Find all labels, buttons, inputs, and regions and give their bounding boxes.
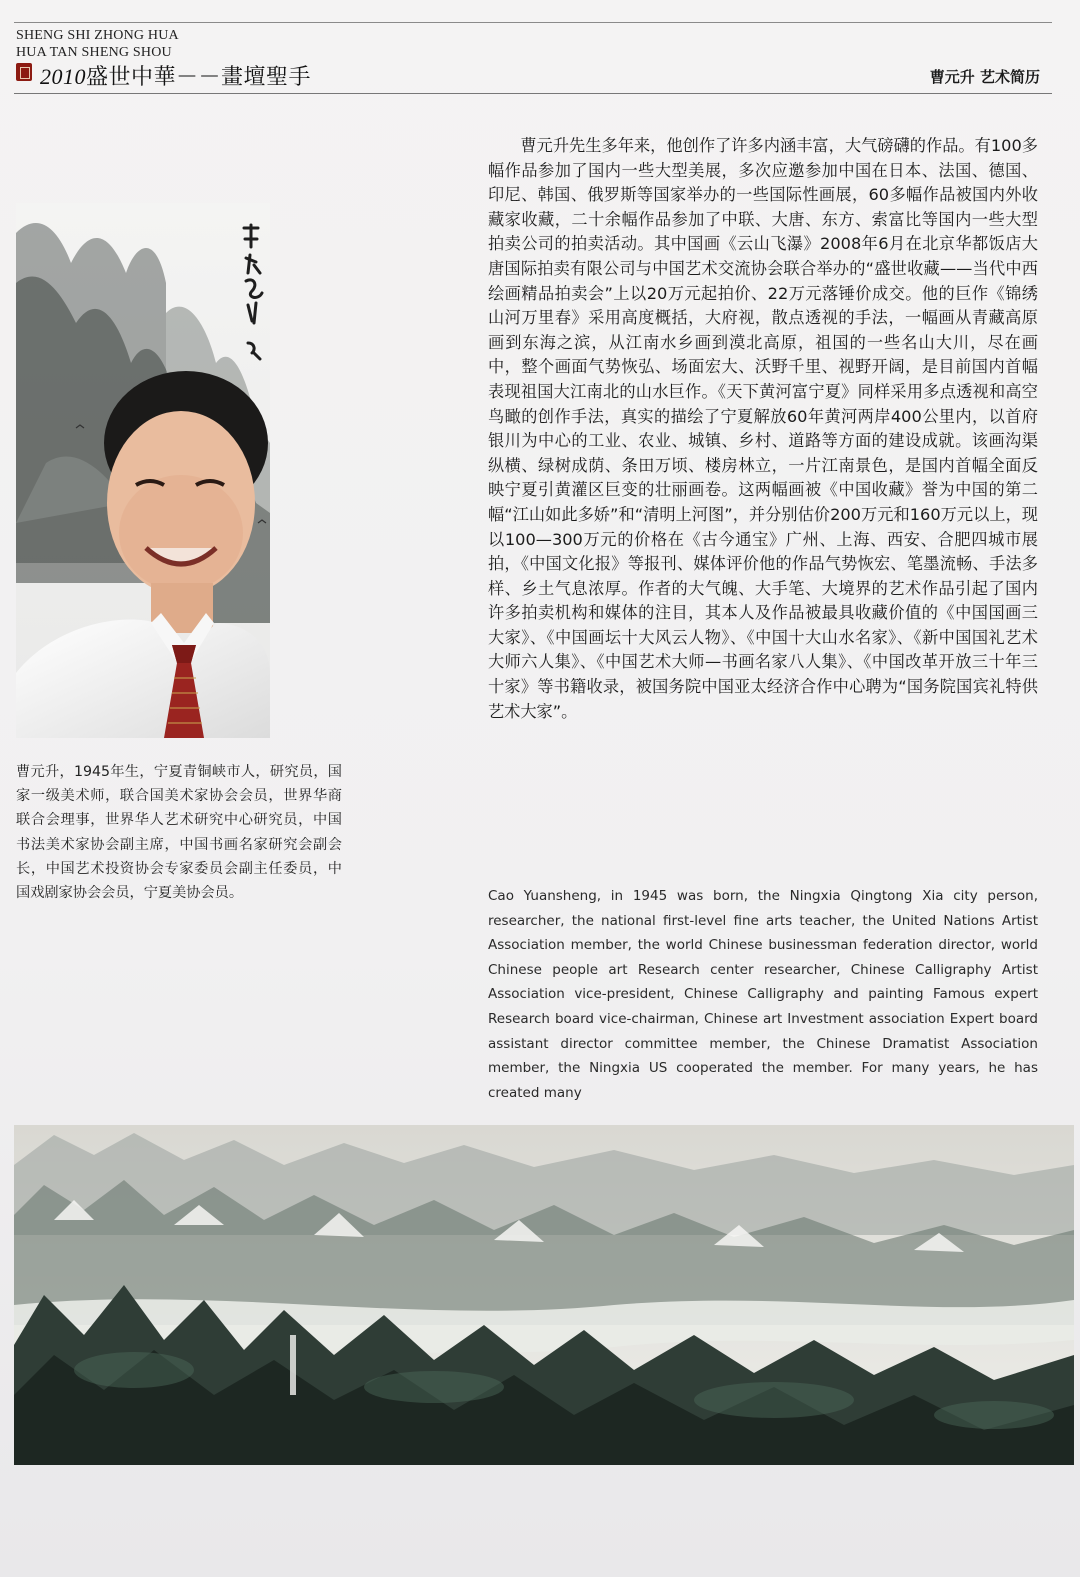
- section-label: 曹元升 艺术简历: [929, 68, 1040, 86]
- landscape-painting-image: [14, 1125, 1074, 1465]
- main-article-chinese: [488, 134, 1038, 724]
- header-title-text: 盛世中華－－畫壇聖手: [86, 64, 312, 89]
- portrait-photo: [16, 203, 270, 738]
- header-rule: [14, 93, 1052, 94]
- main-article-english: Cao Yuansheng, in 1945 was born, the Ningxia Qingtong Xia city person, researcher, the national first-level fine arts teacher, the United Nations Artist Association member, the world Chinese businessman federation director, world Chinese people art Research center researcher, Chinese Calligraphy Artist Association vice-president, Chinese Calligraphy and painting Famous expert Research board vice-chairman, Chinese art Investment association Expert board assistant director committee member, the Chinese Dramatist Association member, the Ningxia US cooperated the member. For many years, he has created many: [488, 888, 1038, 1101]
- header-title: [40, 60, 311, 91]
- portrait-photo-image: [16, 203, 270, 738]
- header-latin-line2: HUA TAN SHENG SHOU: [16, 45, 172, 60]
- article-paragraph: 曹元升先生多年来，他创作了许多内涵丰富，大气磅礴的作品。有100多幅作品参加了国内一些大型美展，多次应邀参加中国在日本、法国、德国、印尼、韩国、俄罗斯等国家举办的一些国际性画展，60多幅作品被国内外收藏家收藏，二十余幅作品参加了中联、大唐、东方、索富比等国内一些大型拍卖公司的拍卖活动。其中国画《云山飞瀑》2008年6月在北京华都饭店大唐国际拍卖有限公司与中国艺术交流协会联合举办的“盛世收藏——当代中西绘画精品拍卖会”上以20万元起拍价、22万元落锤价成交。他的巨作《锦绣山河万里春》采用高度概括，大府视，散点透视的手法，一幅画从青藏高原画到东海之滨，从江南水乡画到漠北高原，祖国的一些名山大川，尽在画中，整个画面气势恢弘、场面宏大、沃野千里、视野开阔，是目前国内首幅表现祖国大江南北的山水巨作。《天下黄河富宁夏》同样采用多点透视和高空鸟瞰的创作手法，真实的描绘了宁夏解放60年黄河两岸400公里内，以首府银川为中心的工业、农业、城镇、乡村、道路等方面的建设成就。该画沟渠纵横、绿树成荫、条田万顷、楼房林立，一片江南景色，是国内首幅全面反映宁夏引黄灌区巨变的壮丽画卷。这两幅画被《中国收藏》誉为中国的第二幅“江山如此多娇”和“清明上河图”，并分别估价200万元和160万元以上，现以100—300万元的价格在《古今通宝》广州、上海、西安、合肥四城市展拍，《中国文化报》等报刊、媒体评价他的作品气势恢宏、笔墨流畅、手法多样、乡土气息浓厚。作者的大气魄、大手笔、大境界的艺术作品引起了国内许多拍卖机构和媒体的注目，其本人及作品被最具收藏价值的《中国国画三大家》、《中国画坛十大风云人物》、《中国十大山水名家》、《新中国国礼艺术大师六人集》、《中国艺术大师—书画名家八人集》、《中国改革开放三十年三十家》等书籍收录，被国务院中国亚太经济合作中心聘为“国务院国宾礼特供艺术大家”。: [488, 136, 1038, 721]
- header-title-year: 2010: [40, 64, 86, 89]
- landscape-painting: [14, 1125, 1074, 1465]
- top-rule: [14, 22, 1052, 23]
- header-latin-line1: SHENG SHI ZHONG HUA: [16, 28, 179, 43]
- seal-icon: [16, 63, 32, 81]
- artist-bio: 曹元升，1945年生，宁夏青铜峡市人，研究员，国家一级美术师，联合国美术家协会会员，世界华商联合会理事，世界华人艺术研究中心研究员，中国书法美术家协会副主席，中国书画名家研究会副会长，中国艺术投资协会专家委员会副主任委员，中国戏剧家协会会员，宁夏美协会员。: [16, 764, 342, 902]
